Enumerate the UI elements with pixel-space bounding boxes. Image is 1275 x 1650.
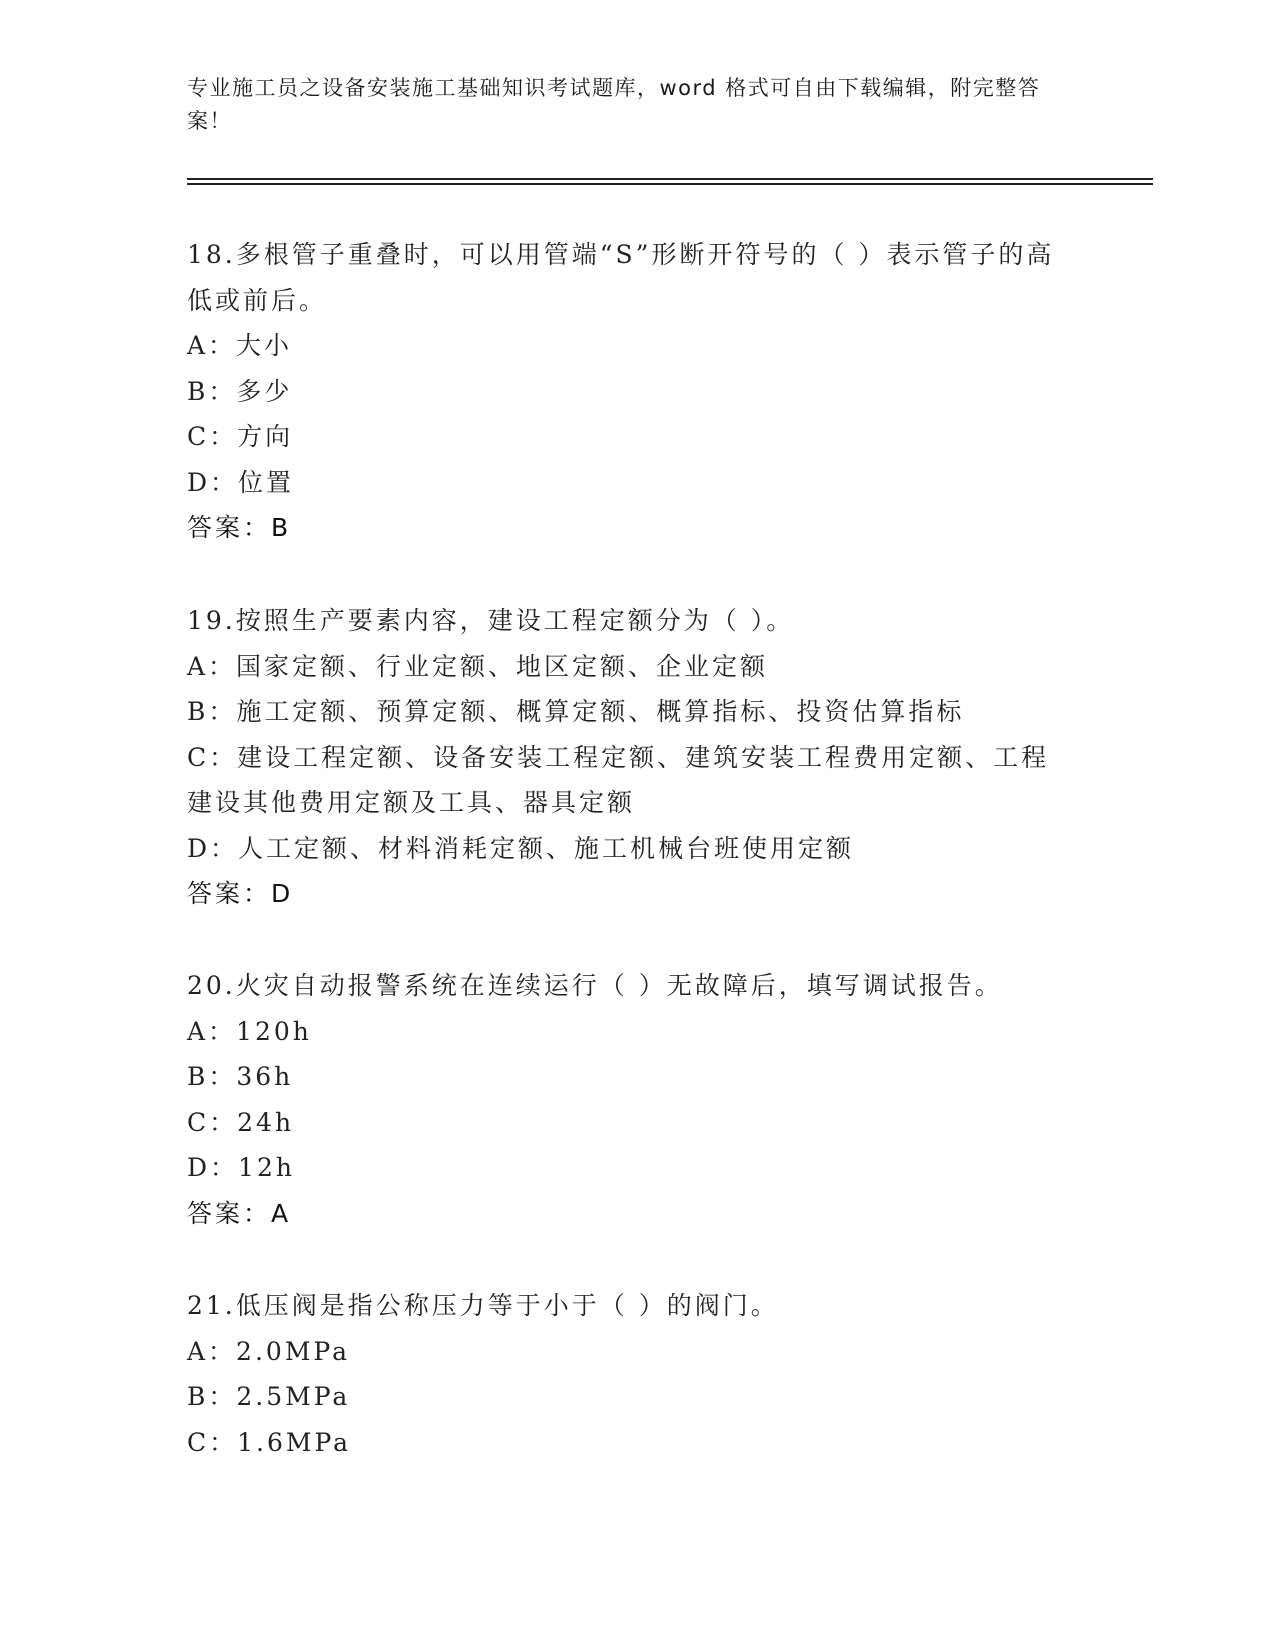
option-b: B：施工定额、预算定额、概算定额、概算指标、投资估算指标: [187, 697, 965, 726]
option-b: B：2.5MPa: [187, 1382, 351, 1411]
document-header: 专业施工员之设备安装施工基础知识考试题库，word 格式可自由下载编辑，附完整答案！: [187, 76, 1041, 133]
option-a: A：大小: [187, 331, 293, 360]
header-divider-bottom: [187, 183, 1153, 185]
option-a: A：120h: [187, 1016, 312, 1046]
option-a: A：国家定额、行业定额、地区定额、企业定额: [187, 651, 769, 681]
question-stem: 20.火灾自动报警系统在连续运行（ ）无故障后，填写调试报告。: [187, 971, 1003, 1000]
question-stem: 19.按照生产要素内容，建设工程定额分为（ ）。: [187, 606, 795, 635]
question-19: [187, 598, 1087, 917]
answer-line: 答案：D: [187, 879, 294, 908]
answer-line: 答案：B: [187, 513, 292, 542]
option-c: C：1.6MPa: [187, 1427, 352, 1457]
question-20: [187, 963, 1087, 1236]
option-b: B：多少: [187, 376, 293, 406]
answer-line: 答案：A: [187, 1198, 292, 1228]
option-c: C：建设工程定额、设备安装工程定额、建筑安装工程费用定额、工程建设其他费用定额及工具、器具定额: [187, 742, 1050, 817]
header-divider-top: [187, 178, 1153, 180]
option-c: C：方向: [187, 422, 294, 451]
question-stem: 18.多根管子重叠时，可以用管端“S”形断开符号的（ ）表示管子的高低或前后。: [187, 240, 1055, 315]
option-b: B：36h: [187, 1062, 294, 1091]
question-stem: 21.低压阀是指公称压力等于小于（ ）的阀门。: [187, 1291, 779, 1320]
option-d: D：人工定额、材料消耗定额、施工机械台班使用定额: [187, 833, 855, 863]
option-d: D：位置: [187, 467, 295, 497]
question-21: [187, 1283, 1087, 1465]
option-d: D：12h: [187, 1153, 295, 1182]
option-c: C：24h: [187, 1107, 295, 1137]
option-a: A：2.0MPa: [187, 1336, 351, 1366]
question-18: [187, 232, 1087, 551]
